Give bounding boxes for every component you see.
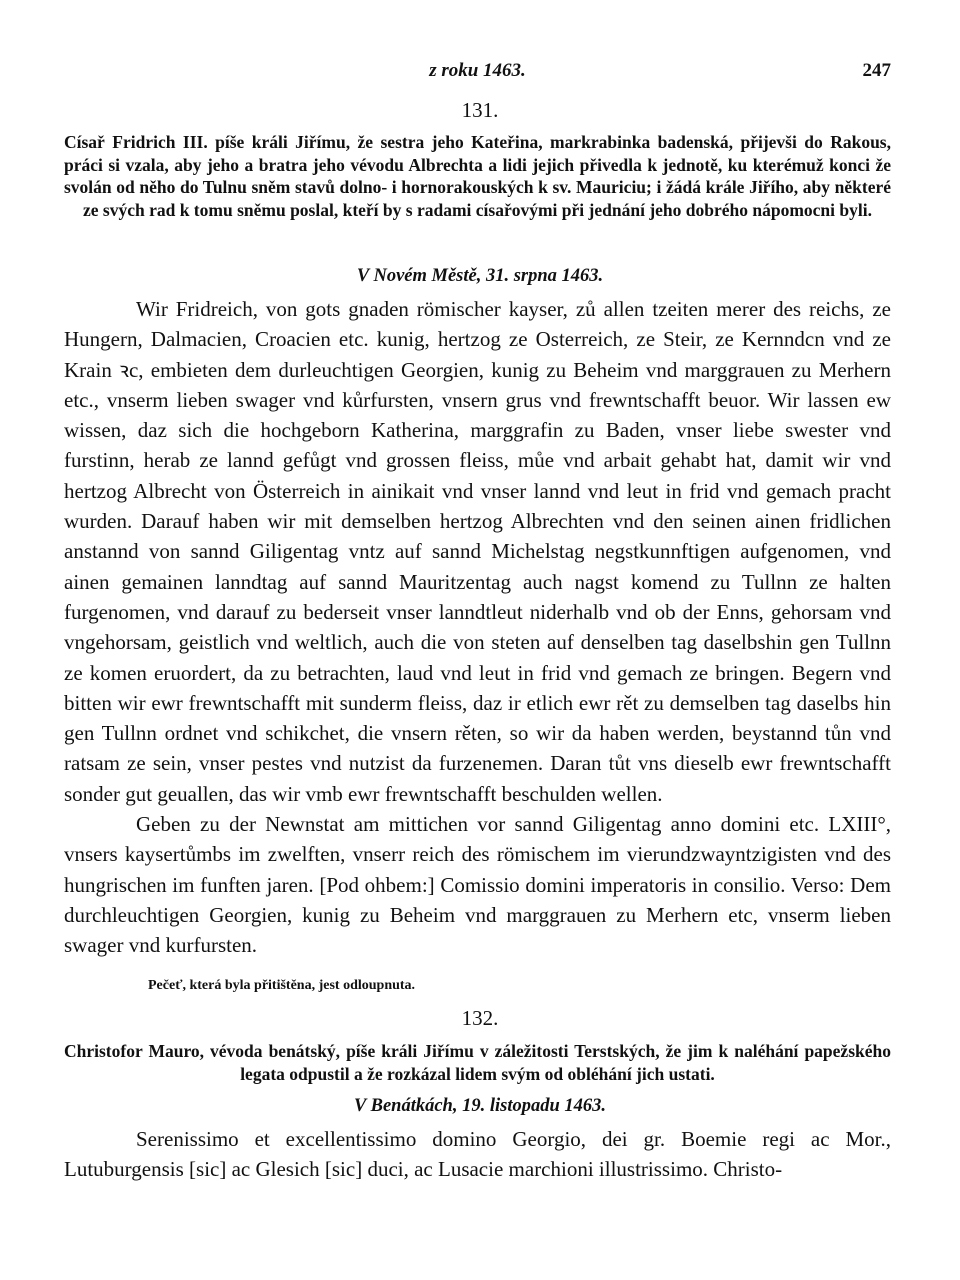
running-header [64, 60, 891, 86]
document-number-131: 131. [461, 98, 499, 122]
regest-131: Císař Fridrich III. píše králi Jiřímu, že sestra jeho Kateřina, markrabinka badenská, přijevši do Rakous, práci si vzala, aby jeho a bratra jeho vévodu Albrechta a lidi jejich přivedla k jednotě, ku kterémuž konci že svolán od něho do Tulnu sněm stavů dolno- i hornorakouských k sv. Mauriciu; i žádá krále Jiřího, aby některé ze svých rad k tomu sněmu poslal, kteří by s radami císařovými při jednání jeho dobrého nápomocni byli. [64, 132, 891, 220]
document-number-132: 132. [461, 1006, 499, 1030]
body-paragraph: Geben zu der Newnstat am mittichen vor sannd Giligentag anno domini etc. LXIII°, vnsers kaysertůmbs im zwelften, vnserr reich des römischem im vierundzwayntzigisten vnd des hungrischen im funften jaren. [Pod ohbem:] Comissio domini imperatoris in consilio. Verso: Dem durchleuchtigen Georgien, kunig zu Beheim vnd marggrauen zu Merhern etc, vnserm lieben swager vnd kurfursten. [64, 812, 891, 958]
dateline-131: V Novém Městě, 31. srpna 1463. [356, 266, 604, 286]
body-paragraph: Wir Fridreich, von gots gnaden römischer kayser, zů allen tzeiten merer des reichs, ze Hungern, Dalmacien, Croacien etc. kunig, hertzog ze Osterreich, ze Steir, ze Kernndcn vnd ze Krain ꝛc, embieten dem durleuchtigen Georgien, kunig zu Beheim vnd marggrauen zu Merhern etc., vnserm lieben swager vnd kůrfursten, vnsern grus vnd frewntschafft beuor. Wir lassen ew wissen, daz sich die hochgeborn Katherina, marggrafin zu Baden, vnser liebe swester vnd furstinn, herab ze lannd gefůgt vnd grossen fleiss, můe vnd arbait gehabt hat, damit wir vnd hertzog Albrecht von Österreich in ainikait vnd vnser lannd vnd leut in frid vnd gemach pracht wurden. Darauf haben wir mit demselben hertzog Albrechten vnd den seinen ainen fridlichen anstannd von sannd Giligentag vntz auf sannd Michelstag negstkunnftigen aufgenomen, vnd ainen gemainen lanndtag auf sannd Mauritzentag auch nagst komend zu Tullnn ze halten furgenomen, vnd darauf zu bederseit vnser lanndtleut niderhalb vnd ob der Enns, gehorsam vnd vngehorsam, geistlich vnd weltlich, auch die von steten auf denselben tag daselbshin gen Tullnn ze komen eruordert, da zu betrachten, laud vnd leut in frid vnd gemach ze bringen. Begern vnd bitten wir ewr frewntschafft mit sunderm fleiss, daz ir etlich ewr rět zu demselben tag daselbs hin gen Tullnn ordnet vnd schikchet, die vnsern rěten, so wir da haben werden, beystannd tůn vnd ratsam ze sein, vnser pestes vnd nutzist da furzenemen. Daran tůt vns dieselb ewr frewntschafft sonder gut geuallen, das wir vmb ewr frewntschafft beschulden wellen. [64, 297, 891, 806]
document-body-131 [64, 294, 891, 961]
document-body-132 [64, 1124, 891, 1185]
dateline-132: V Benátkách, 19. listopadu 1463. [353, 1096, 607, 1116]
seal-note: Pečeť, která byla přitištěna, jest odloupnuta. [148, 978, 416, 993]
page-number: 247 [862, 60, 891, 81]
running-title: z roku 1463. [429, 60, 526, 81]
body-paragraph: Serenissimo et excellentissimo domino Georgio, dei gr. Boemie regi ac Mor., Lutuburgensis [sic] ac Glesich [sic] duci, ac Lusacie marchioni illustrissimo. Christo- [64, 1127, 891, 1182]
regest-132: Christofor Mauro, vévoda benátský, píše králi Jiřímu v záležitosti Terstských, že jim k naléhání papežského legata odpustil a že rozkázal lidem svým od obléhání jich ustati. [64, 1041, 891, 1084]
